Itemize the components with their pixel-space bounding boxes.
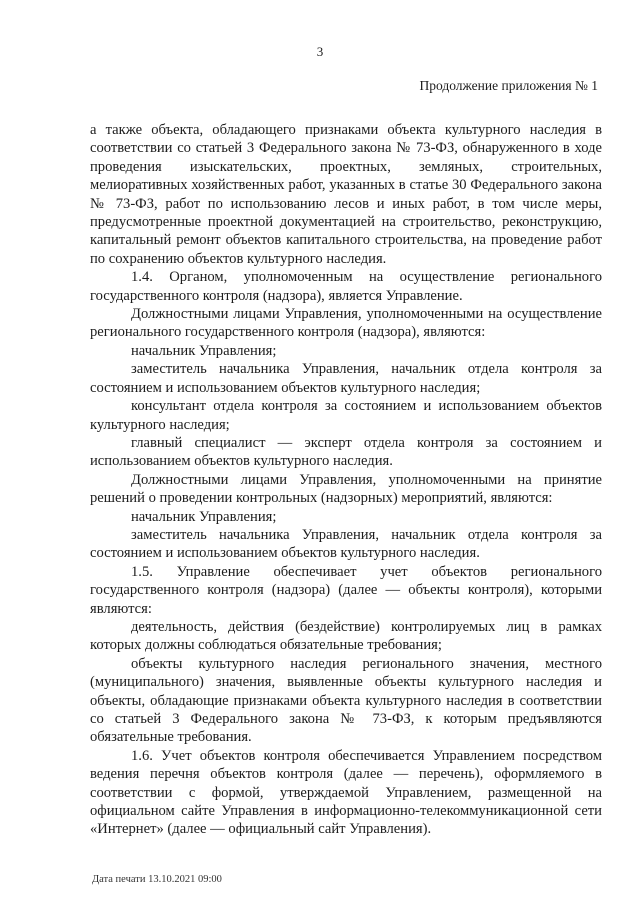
paragraph: Должностными лицами Управления, уполномоченными на осуществление регионального государственного контроля (надзора), являются:	[90, 306, 602, 341]
paragraph: начальник Управления;	[131, 508, 277, 525]
paragraph: заместитель начальника Управления, начальник отдела контроля за состоянием и использованием объектов культурного наследия;	[90, 361, 602, 396]
paragraph: 1.5. Управление обеспечивает учет объектов регионального государственного контроля (надзора) (далее — объекты контроля), которыми являются:	[90, 563, 602, 617]
paragraph: деятельность, действия (бездействие) контролируемых лиц в рамках которых должны соблюдаться обязательные требования;	[90, 618, 602, 654]
paragraph: консультант отдела контроля за состоянием и использованием объектов культурного наследия;	[90, 398, 602, 433]
paragraph: начальник Управления;	[131, 342, 277, 359]
paragraph: 1.6. Учет объектов контроля обеспечивается Управлением посредством ведения перечня объектов контроля (далее — перечень), оформляемого в соответствии с формой, утверждаемой Управлением, размещенной на официальном сайте Управления в информационно-телекоммуникационной сети «Интернет» (далее — официальный сайт Управления).	[90, 747, 602, 838]
page-number: 3	[316, 44, 324, 59]
paragraph: заместитель начальника Управления, начальник отдела контроля за состоянием и использованием объектов культурного наследия.	[90, 526, 602, 562]
paragraph: а также объекта, обладающего признаками объекта культурного наследия в соответствии со статьей 3 Федерального закона № 73-ФЗ, обнаруженного в ходе проведения изыскательских, проектных, земляных, строительных, мелиоративных хозяйственных работ, указанных в статье 30 Федерального закона № 73-ФЗ, работ по использованию лесов и иных работ, в том числе меры, предусмотренные проектной документацией на строительство, реконструкцию, капитальный ремонт объектов капитального строительства, на проведение работ по сохранению объектов культурного наследия.	[90, 122, 602, 267]
paragraph: Должностными лицами Управления, уполномоченными на принятие решений о проведении контрольных (надзорных) мероприятий, являются:	[90, 471, 602, 507]
appendix-continuation-note: Продолжение приложения № 1	[419, 78, 598, 93]
paragraph: объекты культурного наследия регионального значения, местного (муниципального) значения, выявленные объекты культурного наследия и объекты, обладающие признаками объекта культурного наследия в соответствии со статьей 3 Федерального закона № 73-ФЗ, к которым предъявляются обязательные требования.	[90, 655, 602, 746]
document-body	[90, 121, 602, 839]
print-date: Дата печати 13.10.2021 09:00	[92, 874, 222, 885]
paragraph: главный специалист — эксперт отдела контроля за состоянием и использованием объектов культурного наследия.	[90, 434, 602, 470]
paragraph: 1.4. Органом, уполномоченным на осуществление регионального государственного контроля (надзора), является Управление.	[90, 269, 602, 304]
